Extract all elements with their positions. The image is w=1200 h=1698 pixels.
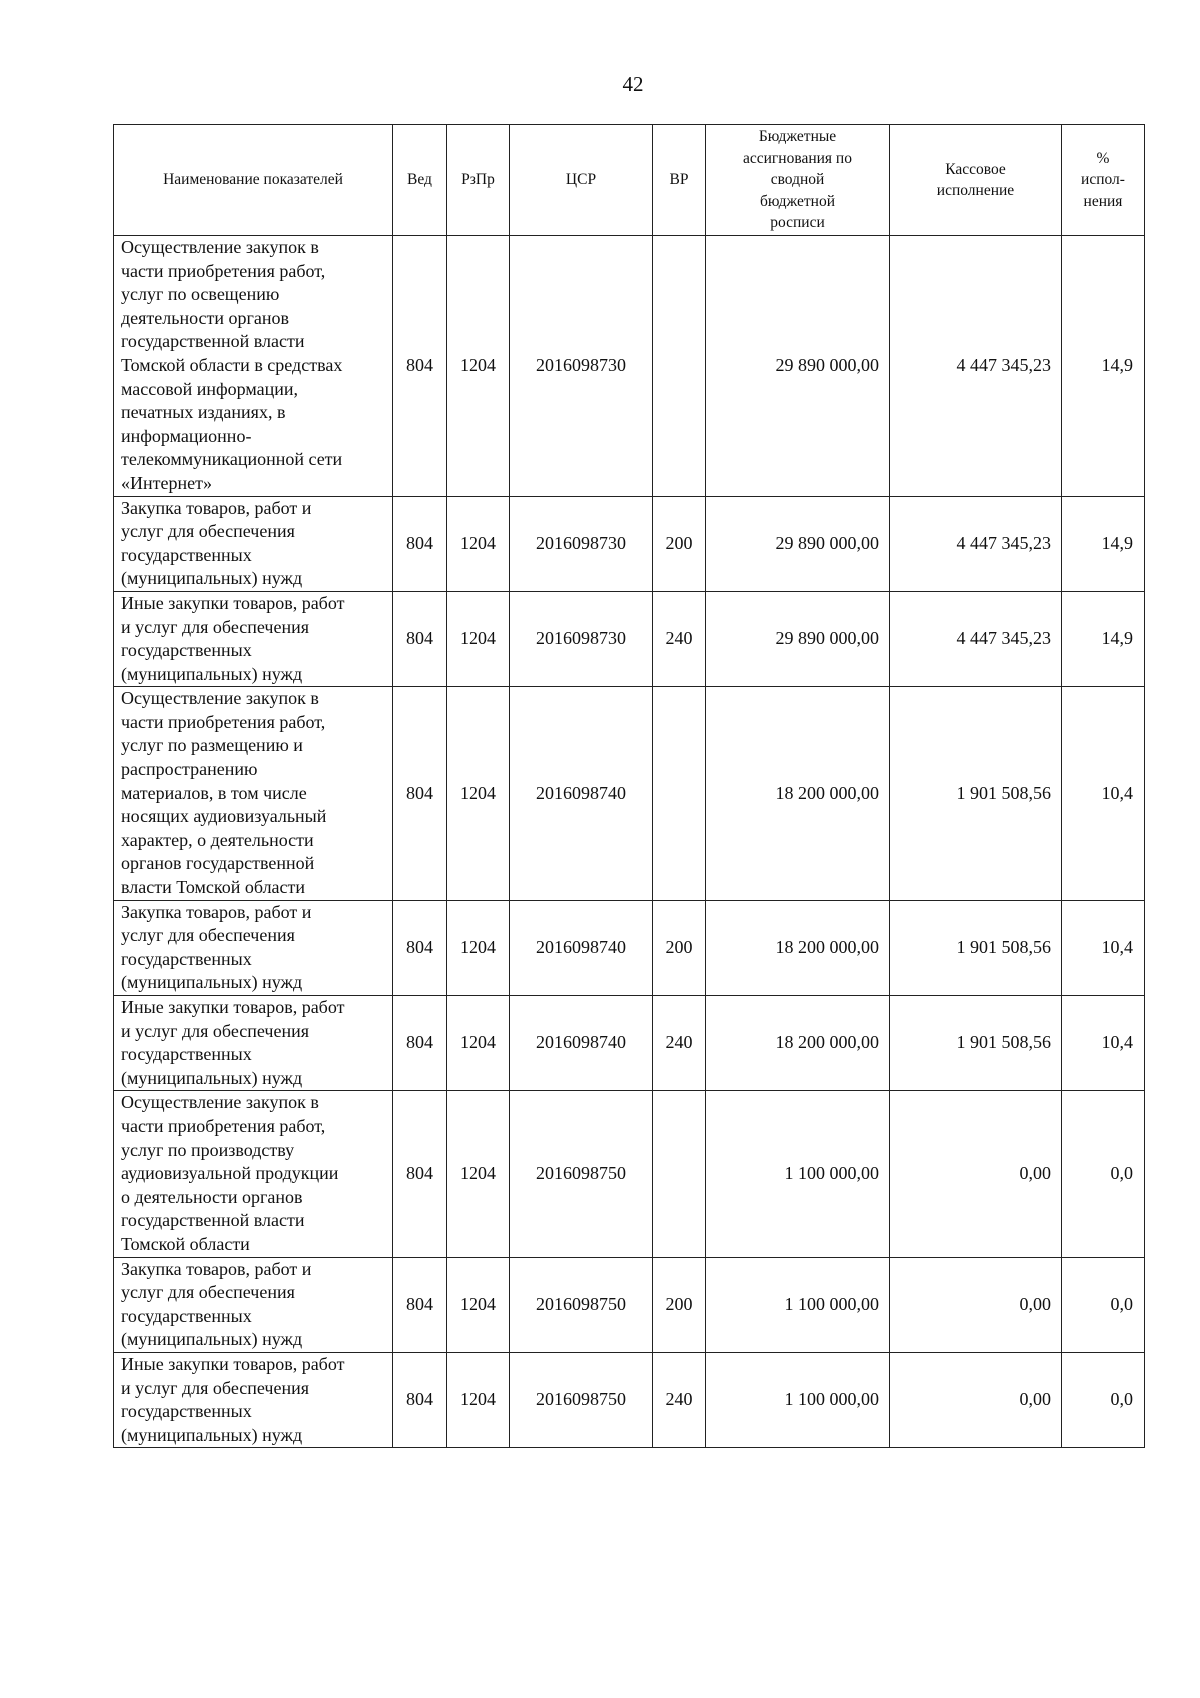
cell-ved: 804 [393,900,447,995]
cell-name: Иные закупки товаров, работ и услуг для обеспечения государственных (муниципальных) нужд [114,1352,393,1447]
cell-csr: 2016098730 [510,236,653,497]
cell-csr: 2016098730 [510,591,653,686]
cell-kassa: 4 447 345,23 [890,236,1062,497]
cell-vr [653,236,706,497]
cell-vr [653,1091,706,1257]
cell-vr: 200 [653,1257,706,1352]
table-header-row [114,125,1145,236]
cell-csr: 2016098750 [510,1257,653,1352]
header-rzpr: РзПр [447,125,510,236]
header-name: Наименование показателей [114,125,393,236]
header-kassa: Кассовое исполнение [890,125,1062,236]
cell-kassa: 4 447 345,23 [890,496,1062,591]
cell-budget: 1 100 000,00 [706,1091,890,1257]
cell-vr [653,687,706,900]
cell-vr: 200 [653,496,706,591]
cell-kassa: 4 447 345,23 [890,591,1062,686]
cell-rzpr: 1204 [447,996,510,1091]
cell-pct: 14,9 [1062,591,1145,686]
cell-name: Закупка товаров, работ и услуг для обеспечения государственных (муниципальных) нужд [114,496,393,591]
budget-execution-table [113,124,1145,1448]
header-vr: ВР [653,125,706,236]
cell-csr: 2016098740 [510,996,653,1091]
table-row [114,1352,1145,1447]
cell-pct: 10,4 [1062,900,1145,995]
cell-pct: 0,0 [1062,1352,1145,1447]
cell-ved: 804 [393,1257,447,1352]
cell-ved: 804 [393,1091,447,1257]
page-number: 42 [622,72,644,96]
cell-ved: 804 [393,1352,447,1447]
cell-budget: 18 200 000,00 [706,996,890,1091]
header-ved: Вед [393,125,447,236]
cell-kassa: 0,00 [890,1352,1062,1447]
cell-pct: 14,9 [1062,496,1145,591]
table-row [114,900,1145,995]
cell-name: Иные закупки товаров, работ и услуг для обеспечения государственных (муниципальных) нужд [114,996,393,1091]
cell-ved: 804 [393,591,447,686]
cell-rzpr: 1204 [447,687,510,900]
cell-rzpr: 1204 [447,591,510,686]
table-row [114,1257,1145,1352]
cell-rzpr: 1204 [447,496,510,591]
cell-budget: 29 890 000,00 [706,591,890,686]
cell-name: Иные закупки товаров, работ и услуг для обеспечения государственных (муниципальных) нужд [114,591,393,686]
cell-budget: 29 890 000,00 [706,236,890,497]
table-row [114,236,1145,497]
cell-name: Осуществление закупок в части приобретения работ, услуг по производству аудиовизуальной продукции о деятельности органов государственной власти Томской области [114,1091,393,1257]
cell-pct: 0,0 [1062,1091,1145,1257]
cell-csr: 2016098730 [510,496,653,591]
cell-kassa: 0,00 [890,1091,1062,1257]
cell-vr: 200 [653,900,706,995]
cell-pct: 10,4 [1062,687,1145,900]
cell-name: Закупка товаров, работ и услуг для обеспечения государственных (муниципальных) нужд [114,900,393,995]
cell-budget: 1 100 000,00 [706,1257,890,1352]
cell-vr: 240 [653,996,706,1091]
cell-csr: 2016098750 [510,1091,653,1257]
cell-budget: 1 100 000,00 [706,1352,890,1447]
table-row [114,687,1145,900]
table-row [114,1091,1145,1257]
cell-kassa: 1 901 508,56 [890,900,1062,995]
cell-budget: 29 890 000,00 [706,496,890,591]
cell-pct: 0,0 [1062,1257,1145,1352]
cell-budget: 18 200 000,00 [706,687,890,900]
cell-kassa: 1 901 508,56 [890,996,1062,1091]
cell-rzpr: 1204 [447,900,510,995]
cell-kassa: 1 901 508,56 [890,687,1062,900]
header-pct: % испол- нения [1062,125,1145,236]
cell-ved: 804 [393,496,447,591]
cell-ved: 804 [393,687,447,900]
cell-csr: 2016098740 [510,687,653,900]
cell-csr: 2016098740 [510,900,653,995]
table-row [114,996,1145,1091]
cell-rzpr: 1204 [447,236,510,497]
cell-name: Закупка товаров, работ и услуг для обеспечения государственных (муниципальных) нужд [114,1257,393,1352]
table-row [114,591,1145,686]
cell-rzpr: 1204 [447,1257,510,1352]
cell-vr: 240 [653,1352,706,1447]
cell-budget: 18 200 000,00 [706,900,890,995]
cell-rzpr: 1204 [447,1091,510,1257]
cell-kassa: 0,00 [890,1257,1062,1352]
cell-name: Осуществление закупок в части приобретения работ, услуг по размещению и распространению материалов, в том числе носящих аудиовизуальный характер, о деятельности органов государственной власти Томской области [114,687,393,900]
cell-pct: 10,4 [1062,996,1145,1091]
cell-vr: 240 [653,591,706,686]
table-row [114,496,1145,591]
cell-rzpr: 1204 [447,1352,510,1447]
cell-pct: 14,9 [1062,236,1145,497]
cell-ved: 804 [393,236,447,497]
header-budget: Бюджетные ассигнования по сводной бюджетной росписи [706,125,890,236]
header-csr: ЦСР [510,125,653,236]
cell-name: Осуществление закупок в части приобретения работ, услуг по освещению деятельности органов государственной власти Томской области в средствах массовой информации, печатных изданиях, в информационно- телекоммуникационной сети «Интернет» [114,236,393,497]
cell-ved: 804 [393,996,447,1091]
cell-csr: 2016098750 [510,1352,653,1447]
